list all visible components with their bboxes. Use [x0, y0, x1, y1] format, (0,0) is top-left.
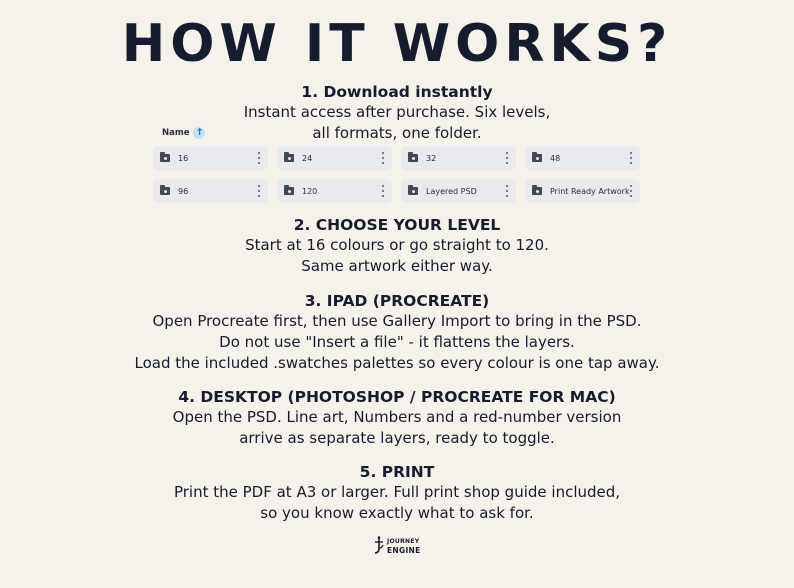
folder-layered-psd[interactable] [401, 179, 516, 203]
section-text: Do not use "Insert a file" - it flattens the layers. [219, 333, 575, 351]
section-print [0, 462, 794, 524]
section-text: Open the PSD. Line art, Numbers and a red-number version [172, 408, 622, 426]
folder-label: Print Ready Artwork [550, 186, 630, 196]
shared-folder-icon [408, 187, 418, 195]
folder-120[interactable] [277, 179, 392, 203]
logo-wordmark [387, 538, 421, 555]
folder-label: 16 [178, 153, 189, 163]
logo-mark-icon [373, 536, 385, 555]
section-text: Instant access after purchase. Six levels, [243, 103, 551, 121]
section-text: arrive as separate layers, ready to toggle. [239, 429, 555, 447]
section-text: all formats, one folder. [312, 124, 482, 142]
folder-grid [153, 146, 640, 203]
shared-folder-icon [532, 154, 542, 162]
arrow-up-icon[interactable]: ↑ [193, 127, 205, 139]
more-vert-icon[interactable] [504, 185, 510, 197]
folder-label: 120 [302, 186, 318, 196]
file-browser [153, 124, 643, 206]
folder-print-ready-artwork[interactable] [525, 179, 640, 203]
section-text: Print the PDF at A3 or larger. Full print shop guide included, [173, 483, 621, 501]
section-desktop [0, 387, 794, 449]
journey-engine-logo [373, 536, 425, 556]
folder-96[interactable] [153, 179, 268, 203]
section-heading: 4. DESKTOP (PHOTOSHOP / PROCREATE FOR MAC) [178, 388, 616, 406]
shared-folder-icon [408, 154, 418, 162]
section-text: Same artwork either way. [301, 257, 493, 275]
name-column-label: Name [162, 128, 190, 138]
more-vert-icon[interactable] [628, 185, 634, 197]
more-vert-icon[interactable] [380, 185, 386, 197]
more-vert-icon[interactable] [256, 185, 262, 197]
shared-folder-icon [160, 187, 170, 195]
folder-48[interactable] [525, 146, 640, 170]
more-vert-icon[interactable] [504, 152, 510, 164]
section-heading: 2. CHOOSE YOUR LEVEL [293, 216, 501, 234]
folder-16[interactable] [153, 146, 268, 170]
shared-folder-icon [284, 187, 294, 195]
section-heading: 3. IPAD (PROCREATE) [304, 292, 490, 310]
folder-label: 32 [426, 153, 437, 163]
shared-folder-icon [284, 154, 294, 162]
folder-32[interactable] [401, 146, 516, 170]
shared-folder-icon [532, 187, 542, 195]
section-ipad [0, 291, 794, 374]
folder-label: 48 [550, 153, 561, 163]
folder-label: Layered PSD [426, 186, 477, 196]
more-vert-icon[interactable] [628, 152, 634, 164]
more-vert-icon[interactable] [380, 152, 386, 164]
name-column-header[interactable] [162, 127, 205, 139]
section-text: Open Procreate first, then use Gallery Import to bring in the PSD. [152, 312, 642, 330]
page-title: HOW IT WORKS? [121, 14, 673, 74]
folder-label: 24 [302, 153, 313, 163]
section-choose-level [0, 215, 794, 277]
section-text: Start at 16 colours or go straight to 120. [245, 236, 549, 254]
logo-line-1: JOURNEY [387, 538, 420, 545]
section-heading: 5. PRINT [359, 463, 435, 481]
logo-line-2: ENGINE [387, 546, 421, 555]
section-heading: 1. Download instantly [301, 83, 493, 101]
folder-label: 96 [178, 186, 189, 196]
folder-24[interactable] [277, 146, 392, 170]
more-vert-icon[interactable] [256, 152, 262, 164]
section-text: so you know exactly what to ask for. [260, 504, 534, 522]
shared-folder-icon [160, 154, 170, 162]
section-text: Load the included .swatches palettes so every colour is one tap away. [134, 354, 660, 372]
